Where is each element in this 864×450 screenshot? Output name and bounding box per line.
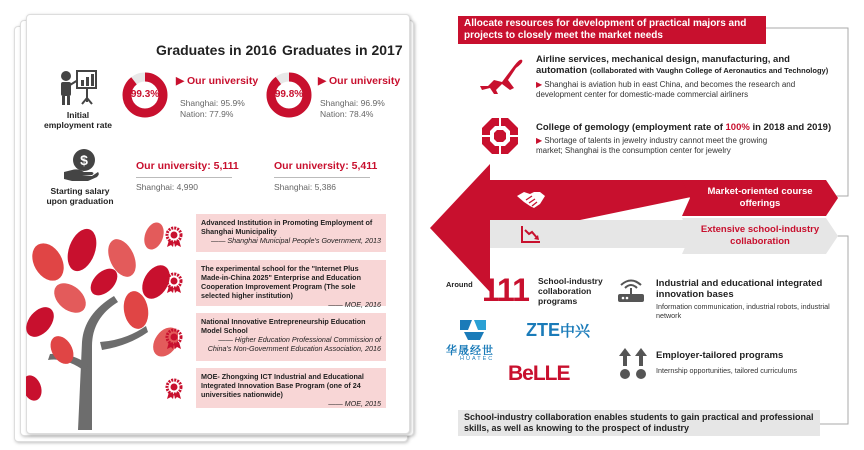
salary-label: Starting salary upon graduation [46,186,114,206]
gem-icon [480,116,520,156]
our-uni-2016: ▶ Our university [176,75,259,87]
router-icon [616,278,646,306]
around-label: Around [446,280,473,289]
award-2: The experimental school for the "Internet Plus Made-in-China 2025" Enterprise and Education Cooperation Improvement Program (The sole selected higher institution) —— MOE, 2016 [196,260,386,306]
employer-title: Employer-tailored programs [656,350,784,361]
award-4: MOE- Zhongxing ICT Industrial and Educational Integrated Innovation Base Program (one of 24 universities nationwide) —— MOE, 2015 [196,368,386,408]
salary-2016: Our university: 5,111 [136,160,239,172]
shanghai-2016: Shanghai: 95.9% [180,98,245,108]
gem-title: College of gemology (employment rate of 100% in 2018 and 2019) [536,122,832,133]
nation-2016: Nation: 77.9% [180,109,234,119]
employer-body: Internship opportunities, tailored curriculums [656,366,798,375]
award-1: Advanced Institution in Promoting Employment of Shanghai Municipality —— Shanghai Municipal People's Government, 2013 [196,214,386,252]
airline-title: Airline services, mechanical design, manufacturing, and automation (collaborated with Vaughn College of Aeronautics and Technology) [536,54,829,76]
year-2016-title: Graduates in 2016 [156,42,277,58]
program-count: 111 [482,272,529,308]
airplane-icon [478,56,524,96]
salary-2017: Our university: 5,411 [274,160,378,172]
nation-2017: Nation: 78.4% [320,109,374,119]
huatec-logo-mark [458,318,488,342]
footer-banner: School-industry collaboration enables students to gain practical and professional skills, as well as knowing to the prospect of industry [458,410,820,436]
up-arrows-icon [618,346,648,380]
airline-body: ▶ Shanghai is aviation hub in east China, and becomes the research and development center for domestic-made commercial airliners [536,80,796,99]
belle-logo: BeLLE [508,362,570,385]
bases-body: Information communication, industrial robots, industrial network [656,302,830,320]
employment-rate-label: Initial employment rate [43,110,113,130]
our-uni-2017: ▶ Our university [318,75,401,87]
salary-shanghai-2017: Shanghai: 5,386 [274,182,336,192]
shanghai-2017: Shanghai: 96.9% [320,98,385,108]
handshake-icon [516,188,546,210]
svg-text:$: $ [80,152,88,168]
program-count-label: School-industry collaboration programs [538,276,603,306]
arrow-market-label: Market-oriented course offerings [707,186,813,209]
declining-chart-icon [520,224,542,244]
gem-body: ▶ Shortage of talents in jewelry industry cannot meet the growing market; Shanghai is the consumption center for jewelry [536,136,768,155]
award-3: National Innovative Entrepreneurship Education Model School —— Higher Education Professional Commission of China's Non-Government Education Association, 2016 [196,313,386,361]
zte-logo: ZTE中兴 [526,320,591,340]
rate-2017: 99.8% [274,89,304,100]
header-banner: Allocate resources for development of practical majors and projects to closely meet the market needs [458,16,766,44]
year-2017-title: Graduates in 2017 [282,42,403,58]
bases-title: Industrial and educational integrated innovation bases [656,278,823,300]
huatec-logo-cn: 华晟经世 [446,345,494,357]
salary-shanghai-2016: Shanghai: 4,990 [136,182,198,192]
huatec-logo-en: HUATEC [460,356,495,362]
rate-2016: 99.3% [130,89,160,100]
arrow-collab-label: Extensive school-industry collaboration [700,224,820,247]
